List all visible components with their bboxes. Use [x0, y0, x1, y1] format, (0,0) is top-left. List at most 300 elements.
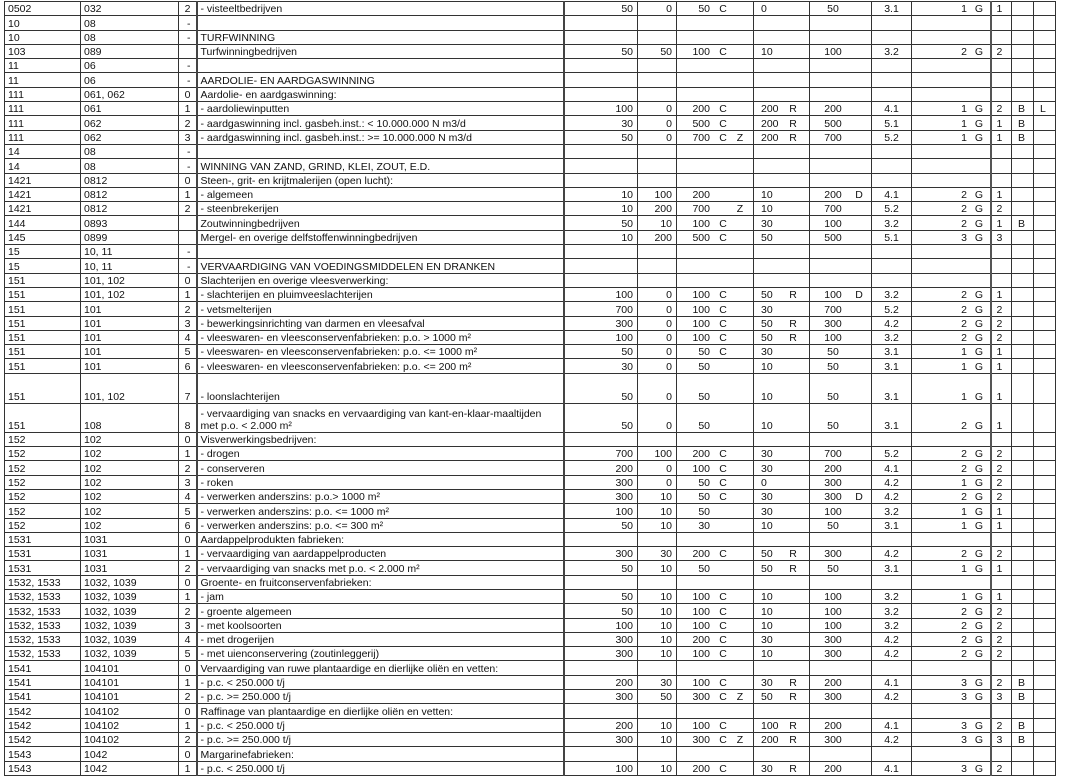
traffic-index	[912, 373, 991, 403]
activity-description: - p.c. >= 250.000 t/j	[197, 690, 564, 704]
distance-dust: 0	[638, 302, 677, 316]
distance-dust	[638, 59, 677, 73]
sub-number	[179, 44, 197, 58]
sbi-1993-code: 14	[5, 144, 81, 158]
activity-description: Steen-, grit- en krijtmalerijen (open lucht):	[197, 173, 564, 187]
traffic-index	[912, 159, 991, 173]
table-row	[5, 16, 1056, 30]
soil-flag	[1012, 403, 1034, 432]
table-row	[5, 187, 1056, 201]
danger-value: 30	[761, 217, 773, 230]
distance-dust	[638, 16, 677, 30]
distance-danger	[754, 461, 810, 475]
air-flag	[1034, 30, 1056, 44]
air-flag	[1034, 116, 1056, 130]
table-row	[5, 330, 1056, 344]
distance-noise	[677, 732, 754, 746]
soil-flag	[1012, 316, 1034, 330]
distance-noise	[677, 259, 754, 273]
traffic-index	[912, 16, 991, 30]
sub-number: 1	[179, 589, 197, 603]
category: 4.1	[872, 102, 912, 116]
air-flag	[1034, 403, 1056, 432]
distance-odour: 300	[564, 647, 638, 661]
sbi-1993-code: 1543	[5, 761, 81, 775]
largest-value: 100	[824, 605, 842, 618]
noise-flag-z: Z	[736, 131, 744, 144]
traffic-index	[912, 2, 991, 16]
distance-noise	[677, 359, 754, 373]
activity-description: - met uienconservering (zoutinleggerij)	[197, 647, 564, 661]
visual-index: 2	[991, 489, 1012, 503]
sbi-2008-code: 1032, 1039	[81, 604, 179, 618]
distance-noise	[677, 504, 754, 518]
air-flag	[1034, 489, 1056, 503]
air-flag	[1034, 373, 1056, 403]
traffic-value: 2	[961, 289, 967, 302]
distance-odour: 700	[564, 447, 638, 461]
traffic-index	[912, 661, 991, 675]
distance-odour: 10	[564, 187, 638, 201]
traffic-value: 2	[961, 217, 967, 230]
distance-danger	[754, 330, 810, 344]
air-flag	[1034, 718, 1056, 732]
distance-danger	[754, 130, 810, 144]
distance-noise	[677, 130, 754, 144]
largest-distance	[810, 316, 872, 330]
noise-flag-c: C	[719, 677, 727, 690]
distance-odour: 700	[564, 302, 638, 316]
sbi-1993-code: 1542	[5, 718, 81, 732]
distance-odour: 50	[564, 44, 638, 58]
sbi-2008-code: 102	[81, 461, 179, 475]
sub-number: 0	[179, 532, 197, 546]
traffic-flag-g: G	[974, 232, 984, 245]
activity-description: - aardgaswinning incl. gasbeh.inst.: < 10.000.000 N m3/d	[197, 116, 564, 130]
table-row	[5, 432, 1056, 446]
sub-number: 3	[179, 130, 197, 144]
table-row	[5, 732, 1056, 746]
distance-noise	[677, 747, 754, 761]
activity-description: - vervaardiging van aardappelproducten	[197, 547, 564, 561]
table-row	[5, 173, 1056, 187]
danger-value: 10	[761, 189, 773, 202]
distance-dust: 10	[638, 561, 677, 575]
danger-value: 30	[761, 303, 773, 316]
distance-danger	[754, 718, 810, 732]
traffic-value: 2	[961, 634, 967, 647]
table-row	[5, 461, 1056, 475]
soil-flag	[1012, 518, 1034, 532]
largest-value: 200	[824, 677, 842, 690]
activity-description: Visverwerkingsbedrijven:	[197, 432, 564, 446]
soil-flag	[1012, 87, 1034, 101]
traffic-flag-g: G	[974, 476, 984, 489]
visual-index	[991, 245, 1012, 259]
sbi-1993-code: 14	[5, 159, 81, 173]
table-row	[5, 116, 1056, 130]
sbi-1993-code: 152	[5, 475, 81, 489]
soil-flag	[1012, 16, 1034, 30]
sbi-2008-code: 101	[81, 330, 179, 344]
air-flag	[1034, 245, 1056, 259]
category: 4.1	[872, 187, 912, 201]
sub-number: 2	[179, 461, 197, 475]
soil-flag	[1012, 245, 1034, 259]
table-row	[5, 345, 1056, 359]
soil-flag	[1012, 632, 1034, 646]
activity-description: - vleeswaren- en vleesconservenfabrieken: p.o. > 1000 m²	[197, 330, 564, 344]
noise-value: 50	[698, 360, 710, 373]
noise-value: 50	[698, 390, 710, 403]
sbi-1993-code: 151	[5, 330, 81, 344]
soil-flag	[1012, 173, 1034, 187]
air-flag	[1034, 447, 1056, 461]
visual-index	[991, 87, 1012, 101]
traffic-index	[912, 461, 991, 475]
table-row	[5, 273, 1056, 287]
largest-value: 50	[827, 562, 839, 575]
distance-danger	[754, 159, 810, 173]
table-row	[5, 761, 1056, 775]
distance-noise	[677, 604, 754, 618]
air-flag	[1034, 647, 1056, 661]
soil-flag	[1012, 747, 1034, 761]
category: 3.2	[872, 216, 912, 230]
sub-number: 6	[179, 359, 197, 373]
sbi-2008-code: 1042	[81, 761, 179, 775]
noise-value: 500	[692, 232, 710, 245]
table-row	[5, 230, 1056, 244]
danger-flag-r: R	[789, 317, 797, 330]
danger-flag-r: R	[789, 562, 797, 575]
distance-dust	[638, 173, 677, 187]
danger-value: 50	[761, 232, 773, 245]
traffic-flag-g: G	[974, 719, 984, 732]
table-row	[5, 59, 1056, 73]
traffic-value: 2	[961, 605, 967, 618]
sbi-2008-code: 08	[81, 144, 179, 158]
distance-odour	[564, 704, 638, 718]
sbi-1993-code: 1532, 1533	[5, 604, 81, 618]
noise-flag-c: C	[719, 691, 727, 704]
soil-flag	[1012, 761, 1034, 775]
danger-value: 200	[761, 117, 779, 130]
sub-number: 1	[179, 287, 197, 301]
traffic-flag-g: G	[974, 519, 984, 532]
distance-danger	[754, 504, 810, 518]
distance-odour	[564, 159, 638, 173]
sbi-1993-code: 1541	[5, 690, 81, 704]
distance-odour: 300	[564, 732, 638, 746]
table-row	[5, 73, 1056, 87]
soil-flag	[1012, 589, 1034, 603]
traffic-value: 2	[961, 203, 967, 216]
air-flag	[1034, 44, 1056, 58]
distance-danger	[754, 675, 810, 689]
sbi-2008-code: 10, 11	[81, 259, 179, 273]
largest-distance	[810, 461, 872, 475]
sbi-2008-code: 104102	[81, 732, 179, 746]
category	[872, 16, 912, 30]
sbi-2008-code: 1031	[81, 547, 179, 561]
sbi-1993-code: 1532, 1533	[5, 632, 81, 646]
category	[872, 30, 912, 44]
distance-danger	[754, 102, 810, 116]
noise-flag-c: C	[719, 289, 727, 302]
sbi-2008-code: 101	[81, 316, 179, 330]
activity-description: VERVAARDIGING VAN VOEDINGSMIDDELEN EN DRANKEN	[197, 259, 564, 273]
activity-description: - vervaardiging van snacks en vervaardiging van kant-en-klaar-maaltijden met p.o. < 2.000 m²	[197, 403, 564, 432]
activity-description: - visteeltbedrijven	[197, 2, 564, 16]
largest-flag-d: D	[855, 189, 863, 202]
category	[872, 259, 912, 273]
distance-noise	[677, 302, 754, 316]
sbi-1993-code: 151	[5, 302, 81, 316]
traffic-flag-g: G	[974, 505, 984, 518]
traffic-flag-g: G	[974, 103, 984, 116]
sbi-1993-code: 10	[5, 30, 81, 44]
activity-description	[197, 59, 564, 73]
visual-index	[991, 259, 1012, 273]
category: 3.1	[872, 373, 912, 403]
danger-value: 30	[761, 634, 773, 647]
sbi-1993-code: 151	[5, 273, 81, 287]
visual-index: 2	[991, 44, 1012, 58]
activity-description: Aardappelprodukten fabrieken:	[197, 532, 564, 546]
traffic-value: 1	[961, 117, 967, 130]
distance-danger	[754, 59, 810, 73]
largest-distance	[810, 561, 872, 575]
air-flag	[1034, 732, 1056, 746]
sbi-2008-code: 104102	[81, 704, 179, 718]
noise-value: 100	[692, 317, 710, 330]
sub-number: 3	[179, 475, 197, 489]
distance-noise	[677, 690, 754, 704]
largest-value: 100	[824, 591, 842, 604]
distance-danger	[754, 632, 810, 646]
distance-odour	[564, 259, 638, 273]
traffic-value: 1	[961, 591, 967, 604]
noise-value: 50	[698, 346, 710, 359]
air-flag	[1034, 187, 1056, 201]
category	[872, 87, 912, 101]
distance-danger	[754, 518, 810, 532]
noise-flag-z: Z	[736, 203, 744, 216]
activity-description: - p.c. < 250.000 t/j	[197, 675, 564, 689]
distance-dust: 10	[638, 718, 677, 732]
noise-value: 100	[692, 719, 710, 732]
traffic-index	[912, 618, 991, 632]
distance-dust: 0	[638, 116, 677, 130]
sub-number: -	[179, 144, 197, 158]
largest-distance	[810, 116, 872, 130]
sbi-2008-code: 101, 102	[81, 373, 179, 403]
sbi-1993-code: 1421	[5, 173, 81, 187]
distance-odour: 300	[564, 632, 638, 646]
distance-noise	[677, 73, 754, 87]
sub-number: 6	[179, 518, 197, 532]
largest-distance	[810, 489, 872, 503]
category: 4.2	[872, 489, 912, 503]
traffic-index	[912, 259, 991, 273]
noise-value: 100	[692, 332, 710, 345]
table-row	[5, 202, 1056, 216]
activity-description: - roken	[197, 475, 564, 489]
activity-description: AARDOLIE- EN AARDGASWINNING	[197, 73, 564, 87]
category: 3.1	[872, 518, 912, 532]
distance-odour: 30	[564, 116, 638, 130]
visual-index	[991, 159, 1012, 173]
noise-value: 200	[692, 103, 710, 116]
table-row	[5, 403, 1056, 432]
danger-flag-r: R	[789, 103, 797, 116]
table-row	[5, 287, 1056, 301]
distance-noise	[677, 618, 754, 632]
distance-odour: 50	[564, 373, 638, 403]
largest-distance	[810, 589, 872, 603]
sub-number: 0	[179, 273, 197, 287]
sub-number: 1	[179, 447, 197, 461]
sbi-2008-code: 08	[81, 159, 179, 173]
visual-index: 2	[991, 461, 1012, 475]
table-row	[5, 690, 1056, 704]
sbi-1993-code: 152	[5, 461, 81, 475]
distance-odour: 50	[564, 345, 638, 359]
distance-noise	[677, 16, 754, 30]
visual-index: 2	[991, 547, 1012, 561]
sub-number: 0	[179, 432, 197, 446]
category: 3.1	[872, 2, 912, 16]
distance-dust: 30	[638, 547, 677, 561]
air-flag	[1034, 632, 1056, 646]
traffic-value: 2	[961, 548, 967, 561]
distance-dust: 200	[638, 230, 677, 244]
sub-number: 4	[179, 330, 197, 344]
largest-distance	[810, 632, 872, 646]
sbi-1993-code: 151	[5, 359, 81, 373]
activity-description: - met koolsoorten	[197, 618, 564, 632]
danger-value: 200	[761, 103, 779, 116]
sbi-1993-code: 1541	[5, 675, 81, 689]
sub-number: -	[179, 16, 197, 30]
traffic-index	[912, 604, 991, 618]
sbi-1993-code: 1543	[5, 747, 81, 761]
distance-dust: 0	[638, 2, 677, 16]
traffic-index	[912, 532, 991, 546]
largest-value: 200	[824, 719, 842, 732]
visual-index: 2	[991, 202, 1012, 216]
largest-distance	[810, 302, 872, 316]
soil-flag	[1012, 432, 1034, 446]
visual-index: 1	[991, 130, 1012, 144]
category: 3.2	[872, 504, 912, 518]
distance-danger	[754, 589, 810, 603]
sub-number: 2	[179, 561, 197, 575]
distance-dust	[638, 747, 677, 761]
distance-dust: 0	[638, 359, 677, 373]
largest-distance	[810, 345, 872, 359]
sbi-2008-code: 1042	[81, 747, 179, 761]
largest-value: 500	[824, 117, 842, 130]
air-flag	[1034, 604, 1056, 618]
table-row	[5, 30, 1056, 44]
air-flag	[1034, 130, 1056, 144]
traffic-index	[912, 187, 991, 201]
distance-dust: 10	[638, 732, 677, 746]
distance-odour: 100	[564, 287, 638, 301]
air-flag	[1034, 675, 1056, 689]
largest-distance	[810, 330, 872, 344]
activity-description: - bewerkingsinrichting van darmen en vleesafval	[197, 316, 564, 330]
largest-value: 300	[824, 491, 842, 504]
distance-odour: 100	[564, 330, 638, 344]
noise-value: 50	[698, 3, 710, 16]
soil-flag	[1012, 647, 1034, 661]
largest-value: 50	[827, 3, 839, 16]
activity-description	[197, 245, 564, 259]
distance-dust: 10	[638, 489, 677, 503]
table-row	[5, 604, 1056, 618]
soil-flag: B	[1012, 130, 1034, 144]
sbi-2008-code: 1031	[81, 532, 179, 546]
air-flag	[1034, 761, 1056, 775]
visual-index: 1	[991, 287, 1012, 301]
visual-index: 1	[991, 359, 1012, 373]
sbi-1993-code: 145	[5, 230, 81, 244]
table-row	[5, 618, 1056, 632]
distance-danger	[754, 732, 810, 746]
air-flag	[1034, 747, 1056, 761]
largest-value: 50	[827, 519, 839, 532]
distance-noise	[677, 561, 754, 575]
table-row	[5, 747, 1056, 761]
sbi-1993-code: 151	[5, 373, 81, 403]
visual-index: 2	[991, 604, 1012, 618]
danger-flag-r: R	[789, 117, 797, 130]
noise-value: 30	[698, 519, 710, 532]
distance-danger	[754, 345, 810, 359]
distance-dust: 10	[638, 647, 677, 661]
sbi-2008-code: 08	[81, 16, 179, 30]
danger-value: 200	[761, 734, 779, 747]
largest-value: 300	[824, 476, 842, 489]
traffic-index	[912, 732, 991, 746]
soil-flag	[1012, 489, 1034, 503]
air-flag	[1034, 16, 1056, 30]
activity-description: - vleeswaren- en vleesconservenfabrieken: p.o. <= 1000 m²	[197, 345, 564, 359]
distance-odour: 300	[564, 690, 638, 704]
table-row	[5, 102, 1056, 116]
air-flag	[1034, 690, 1056, 704]
air-flag	[1034, 259, 1056, 273]
distance-odour	[564, 73, 638, 87]
sub-number: 1	[179, 547, 197, 561]
activity-description: - p.c. >= 250.000 t/j	[197, 732, 564, 746]
sub-number: 0	[179, 747, 197, 761]
largest-value: 50	[827, 346, 839, 359]
distance-noise	[677, 30, 754, 44]
traffic-index	[912, 345, 991, 359]
danger-value: 0	[761, 3, 767, 16]
sub-number: -	[179, 73, 197, 87]
activity-description: Zoutwinningbedrijven	[197, 216, 564, 230]
table-row	[5, 144, 1056, 158]
air-flag	[1034, 173, 1056, 187]
noise-flag-c: C	[719, 462, 727, 475]
activity-description: - vetsmelterijen	[197, 302, 564, 316]
distance-dust: 30	[638, 675, 677, 689]
